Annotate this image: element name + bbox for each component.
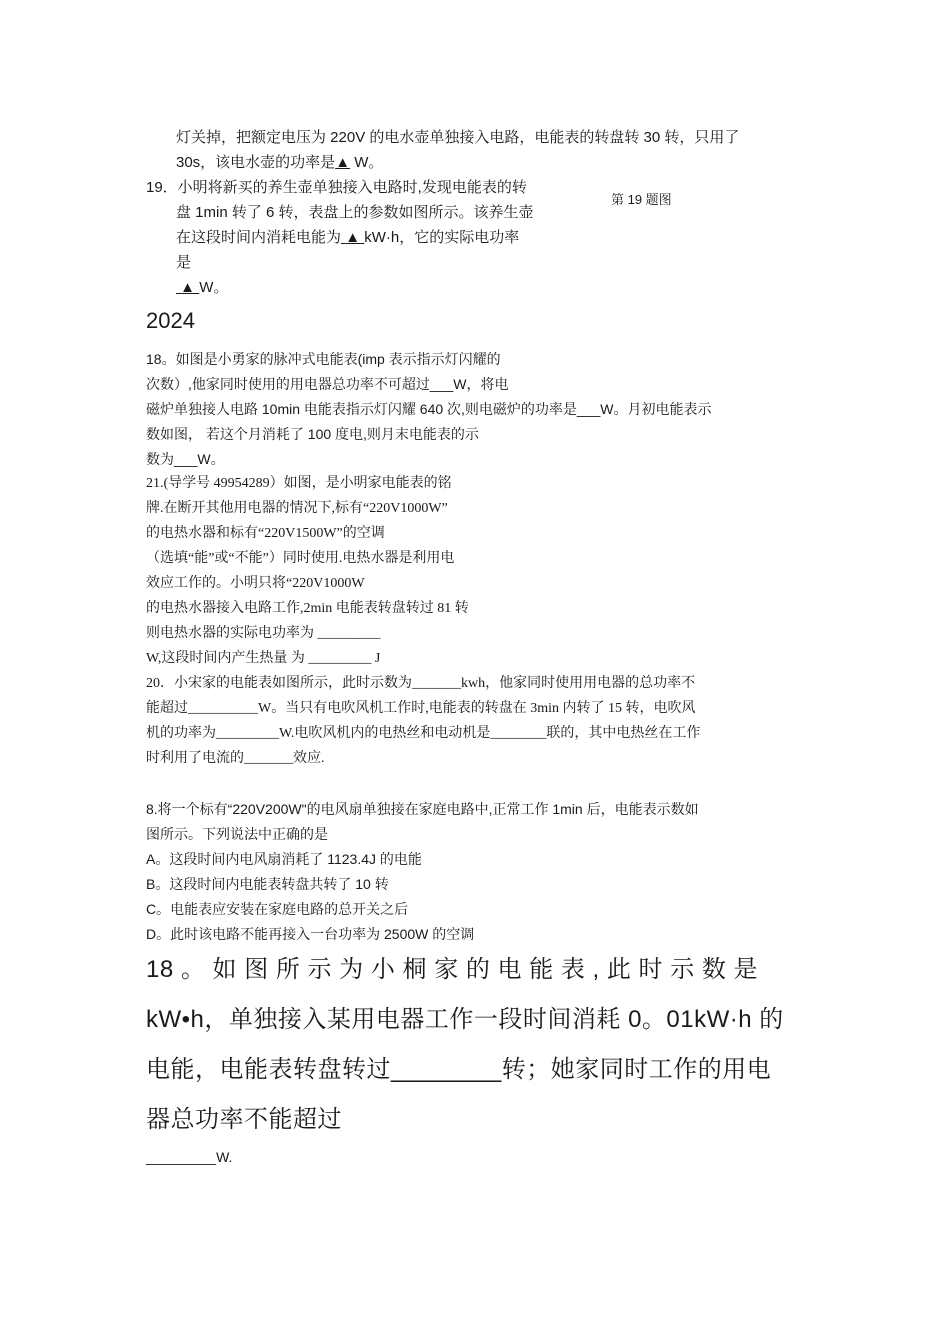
q21-line-4: （选填“能”或“不能”）同时使用.电热水器是利用电 xyxy=(146,551,455,566)
q21-line-8: W,这段时间内产生热量 为 _________ J xyxy=(146,651,381,666)
q8-line-2: 图所示。下列说法中正确的是 xyxy=(146,826,328,842)
q18a-line-3: 磁炉单独接人电路 10min 电能表指示灯闪耀 640 次,则电磁炉的功率是___W。月初电能表示 xyxy=(146,401,712,417)
q20-line-2: 能超过__________W。当只有电吹风机工作时,电能表的转盘在 3min 内转了 15 转，电吹风 xyxy=(146,701,696,716)
q18a-line-5: 数为___W。 xyxy=(146,451,225,467)
q19-line-3: 在这段时间内消耗电能为 ▲ kW·h，它的实际电功率 xyxy=(176,229,520,246)
q18a-line-2: 次数）,他家同时使用的用电器总功率不可超过___W，将电 xyxy=(146,376,509,392)
q21-line-5: 效应工作的。小明只将“220V1000W xyxy=(146,576,365,591)
q20-line-4: 时利用了电流的_______效应. xyxy=(146,751,325,766)
q18b-line-2: kW•h，单独接入某用电器工作一段时间消耗 0。01kW·h 的 xyxy=(146,1006,784,1033)
q18b-line-5: _________W. xyxy=(146,1149,233,1165)
q8-option-c: C。电能表应安装在家庭电路的总开关之后 xyxy=(146,901,409,917)
q18b-line-1: 18 。 如 图 所 示 为 小 桐 家 的 电 能 表 , 此 时 示 数 是 xyxy=(146,956,759,983)
q21-line-6: 的电热水器接入电路工作,2min 电能表转盘转过 81 转 xyxy=(146,601,469,616)
year-heading: 2024 xyxy=(146,308,195,333)
q20-line-1: 20．小宋家的电能表如图所示，此时示数为_______kwh，他家同时使用用电器的总功率不 xyxy=(146,676,696,691)
q19-line-5: ▲ W。 xyxy=(176,276,228,300)
answer-blank: ▲ xyxy=(335,154,351,171)
q21-line-7: 则电热水器的实际电功率为 _________ xyxy=(146,626,381,641)
q18b-line-3: 电能，电能表转盘转过________转；她家同时工作的用电 xyxy=(146,1056,772,1083)
q20-line-3: 机的功率为_________W.电吹风机内的电热丝和电动机是________联的，其中电热丝在工作 xyxy=(146,726,701,741)
q18b-line-4: 器总功率不能超过 xyxy=(146,1106,342,1133)
q8-option-d: D。此时该电路不能再接入一台功率为 2500W 的空调 xyxy=(146,926,475,942)
q8-option-a: A。这段时间内电风扇消耗了 1123.4J 的电能 xyxy=(146,851,422,867)
q19-line-1: 19．小明将新买的养生壶单独接入电路时,发现电能表的转 xyxy=(146,179,527,196)
q19-figure-caption: 第 19 题图 xyxy=(611,192,672,207)
q18a-line-1: 18。如图是小勇家的脉冲式电能表(imp 表示指示灯闪耀的 xyxy=(146,351,501,367)
q21-line-1: 21.(导学号 49954289）如图，是小明家电能表的铭 xyxy=(146,476,452,491)
q-prev-line-2: 30s，该电水壶的功率是▲ W。 xyxy=(176,154,384,171)
q8-line-1: 8.将一个标有“220V200W"的电风扇单独接在家庭电路中,正常工作 1min 后，电能表示数如 xyxy=(146,801,699,817)
answer-blank: ▲ xyxy=(345,229,361,246)
q21-line-3: 的电热水器和标有“220V1500W”的空调 xyxy=(146,526,385,541)
q8-option-b: B。这段时间内电能表转盘共转了 10 转 xyxy=(146,876,389,892)
q18a-line-4: 数如图， 若这个月消耗了 100 度电,则月末电能表的示 xyxy=(146,426,479,442)
q21-line-2: 牌.在断开其他用电器的情况下,标有“220V1000W” xyxy=(146,501,448,516)
q19-line-4: 是 xyxy=(176,254,192,271)
q19-line-2: 盘 1min 转了 6 转，表盘上的参数如图所示。该养生壶 xyxy=(176,204,534,221)
answer-blank: ▲ xyxy=(180,279,196,296)
q-prev-line-1: 灯关掉，把额定电压为 220V 的电水壶单独接入电路，电能表的转盘转 30 转，只用了 xyxy=(176,129,740,146)
